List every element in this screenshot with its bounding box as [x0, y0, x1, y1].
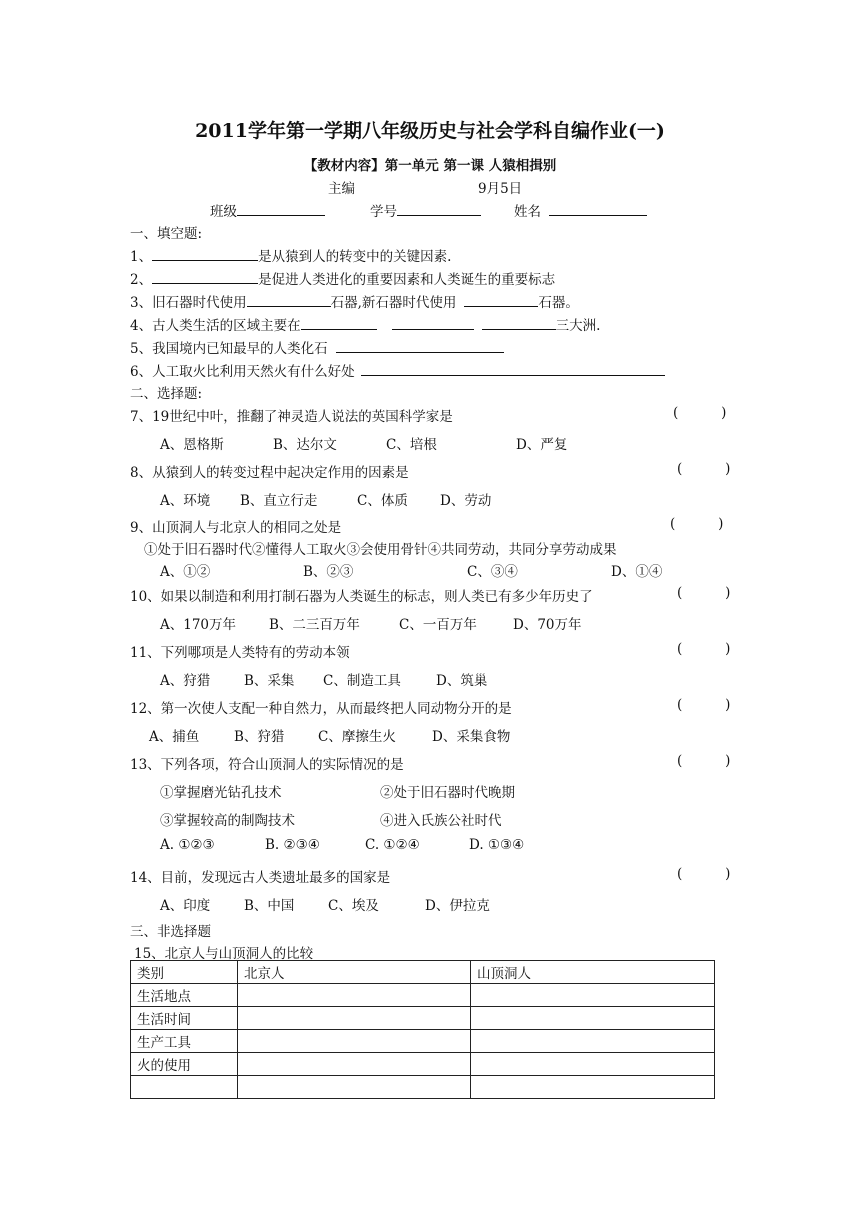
table-row	[131, 1053, 715, 1076]
answer-blank[interactable]	[482, 315, 556, 330]
option-c[interactable]: C、培根	[386, 437, 437, 453]
row-label: 生产工具	[131, 1030, 238, 1053]
table-row	[131, 1076, 715, 1099]
answer-cell[interactable]	[238, 1076, 471, 1099]
option-b[interactable]: B、直立行走	[240, 493, 318, 509]
table-row	[131, 1007, 715, 1030]
class-label: 班级	[210, 204, 237, 220]
answer-paren[interactable]: ( )	[677, 641, 731, 657]
name-label: 姓名	[514, 204, 541, 220]
option-d[interactable]: D、劳动	[440, 493, 492, 509]
answer-paren[interactable]: ( )	[673, 405, 727, 421]
page-title: 2011学年第一学期八年级历史与社会学科自编作业(一)	[195, 120, 665, 142]
option-c[interactable]: C、制造工具	[323, 673, 401, 689]
answer-blank[interactable]	[361, 361, 665, 376]
class-field	[210, 200, 325, 220]
option-d[interactable]: D. ①③④	[469, 837, 525, 853]
question-text: 石器。	[538, 295, 579, 311]
question-text: 是从猿到人的转变中的关键因素.	[258, 249, 452, 265]
option-b[interactable]: B、中国	[244, 898, 295, 914]
option-d[interactable]: D、筑巢	[436, 673, 488, 689]
table-header-row	[131, 961, 715, 984]
option-a[interactable]: A、狩猎	[160, 673, 211, 689]
answer-cell[interactable]	[471, 984, 715, 1007]
statement-1: ①掌握磨光钻孔技术	[160, 785, 282, 801]
statement-4: ④进入氏族公社时代	[380, 813, 502, 829]
table-header-cell: 山顶洞人	[471, 961, 715, 984]
student-id-label: 学号	[370, 204, 397, 220]
option-c[interactable]: C、③④	[467, 564, 518, 580]
fill-question-3	[130, 291, 579, 311]
question-7: 7、19世纪中叶，推翻了神灵造人说法的英国科学家是	[130, 409, 453, 425]
answer-cell[interactable]	[238, 1007, 471, 1030]
student-id-field	[370, 200, 481, 220]
question-text: 4、古人类生活的区域主要在	[130, 318, 301, 334]
option-c[interactable]: C、摩擦生火	[318, 729, 396, 745]
option-c[interactable]: C、埃及	[328, 898, 379, 914]
option-c[interactable]: C、一百万年	[399, 617, 477, 633]
table-header-cell: 类别	[131, 961, 238, 984]
answer-blank[interactable]	[336, 338, 504, 353]
question-8: 8、从猿到人的转变过程中起决定作用的因素是	[130, 465, 409, 481]
fill-question-6	[130, 360, 665, 380]
question-14: 14、目前，发现远古人类遗址最多的国家是	[130, 870, 391, 886]
option-a[interactable]: A. ①②③	[160, 837, 215, 853]
option-a[interactable]: A、170万年	[160, 617, 237, 633]
option-a[interactable]: A、环境	[160, 493, 211, 509]
editor-label: 主编	[328, 181, 355, 197]
question-9: 9、山顶洞人与北京人的相同之处是	[130, 520, 342, 536]
section2-heading: 二、选择题:	[130, 386, 203, 402]
option-b[interactable]: B、②③	[303, 564, 354, 580]
question-text: 3、旧石器时代使用	[130, 295, 247, 311]
option-d[interactable]: D、伊拉克	[425, 898, 490, 914]
question-9-statements: ①处于旧石器时代②懂得人工取火③会使用骨针④共同劳动，共同分享劳动成果	[144, 542, 617, 558]
question-13: 13、下列各项，符合山顶洞人的实际情况的是	[130, 757, 404, 773]
student-id-blank[interactable]	[397, 201, 481, 216]
answer-paren[interactable]: ( )	[677, 585, 731, 601]
answer-cell[interactable]	[238, 1030, 471, 1053]
table-header-cell: 北京人	[238, 961, 471, 984]
fill-question-5	[130, 337, 504, 357]
question-text: 是促进人类进化的重要因素和人类诞生的重要标志	[258, 272, 556, 288]
row-label	[131, 1076, 238, 1099]
option-b[interactable]: B、狩猎	[234, 729, 285, 745]
option-b[interactable]: B、二三百万年	[269, 617, 360, 633]
answer-paren[interactable]: ( )	[677, 697, 731, 713]
name-field	[514, 200, 647, 220]
answer-paren[interactable]: ( )	[677, 753, 731, 769]
answer-blank[interactable]	[152, 246, 258, 261]
fill-question-2	[130, 268, 555, 288]
answer-paren[interactable]: ( )	[677, 866, 731, 882]
answer-blank[interactable]	[464, 292, 538, 307]
row-label: 火的使用	[131, 1053, 238, 1076]
question-15: 15、北京人与山顶洞人的比较	[134, 946, 314, 962]
row-label: 生活时间	[131, 1007, 238, 1030]
page-subtitle: 【教材内容】第一单元 第一课 人猿相揖别	[303, 158, 557, 174]
statement-3: ③掌握较高的制陶技术	[160, 813, 295, 829]
option-b[interactable]: B、达尔文	[273, 437, 337, 453]
question-number: 2、	[130, 272, 153, 288]
question-11: 11、下列哪项是人类特有的劳动本领	[130, 645, 350, 661]
statement-2: ②处于旧石器时代晚期	[380, 785, 515, 801]
option-a[interactable]: A、①②	[160, 564, 211, 580]
fill-question-4	[130, 314, 600, 334]
question-text: 6、人工取火比利用天然火有什么好处	[130, 364, 355, 380]
answer-paren[interactable]: ( )	[677, 461, 731, 477]
option-d[interactable]: D、采集食物	[432, 729, 511, 745]
section3-heading: 三、非选择题	[130, 924, 211, 940]
answer-blank[interactable]	[392, 315, 474, 330]
question-number: 1、	[130, 249, 153, 265]
option-b[interactable]: B、采集	[244, 673, 295, 689]
table-row	[131, 984, 715, 1007]
option-a[interactable]: A、捕鱼	[149, 729, 200, 745]
row-label: 生活地点	[131, 984, 238, 1007]
answer-paren[interactable]: ( )	[670, 516, 724, 532]
option-a[interactable]: A、恩格斯	[160, 437, 224, 453]
class-blank[interactable]	[237, 201, 325, 216]
answer-cell[interactable]	[238, 984, 471, 1007]
name-blank[interactable]	[549, 201, 647, 216]
fill-question-1	[130, 245, 451, 265]
option-c[interactable]: C、体质	[357, 493, 408, 509]
question-text: 5、我国境内已知最早的人类化石	[130, 341, 328, 357]
question-text: 三大洲.	[555, 318, 601, 334]
answer-cell[interactable]	[471, 1007, 715, 1030]
answer-cell[interactable]	[471, 1030, 715, 1053]
answer-blank[interactable]	[152, 269, 258, 284]
option-d[interactable]: D、①④	[611, 564, 663, 580]
section1-heading: 一、填空题:	[130, 226, 203, 242]
table-row	[131, 1030, 715, 1053]
answer-blank[interactable]	[301, 315, 377, 330]
date-text: 9月5日	[478, 181, 523, 197]
answer-cell[interactable]	[471, 1076, 715, 1099]
option-d[interactable]: D、严复	[516, 437, 568, 453]
option-c[interactable]: C. ①②④	[365, 837, 420, 853]
question-text: 石器,新石器时代使用	[330, 295, 457, 311]
option-b[interactable]: B. ②③④	[265, 837, 320, 853]
question-12: 12、第一次使人支配一种自然力，从而最终把人同动物分开的是	[130, 701, 512, 717]
answer-blank[interactable]	[247, 292, 331, 307]
question-10: 10、如果以制造和利用打制石器为人类诞生的标志，则人类已有多少年历史了	[130, 589, 593, 605]
option-d[interactable]: D、70万年	[513, 617, 582, 633]
answer-cell[interactable]	[471, 1053, 715, 1076]
option-a[interactable]: A、印度	[160, 898, 211, 914]
comparison-table	[130, 960, 715, 1099]
answer-cell[interactable]	[238, 1053, 471, 1076]
